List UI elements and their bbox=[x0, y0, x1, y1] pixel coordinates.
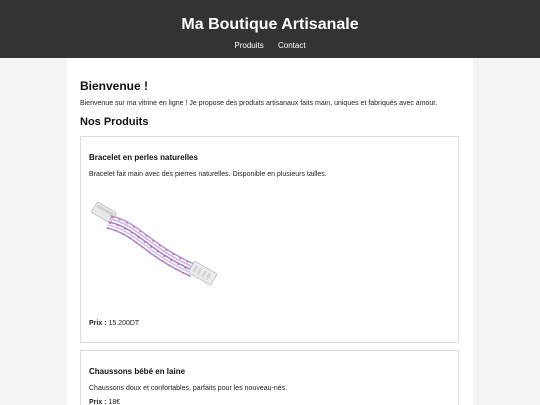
price-value: 18€ bbox=[108, 399, 121, 405]
site-title: Ma Boutique Artisanale bbox=[181, 16, 359, 33]
price-label: Prix : bbox=[89, 399, 107, 405]
product-description: Bracelet fait main avec des pierres naturelles. Disponible en plusieurs tailles. bbox=[89, 171, 327, 178]
site-header bbox=[0, 0, 540, 58]
nav-link-produits[interactable]: Produits bbox=[234, 41, 264, 50]
product-description: Chaussons doux et confortables, parfaits pour les nouveau-nés. bbox=[89, 385, 288, 392]
product-card bbox=[80, 350, 459, 405]
product-name: Bracelet en perles naturelles bbox=[89, 153, 198, 162]
price-value: 15.200DT bbox=[108, 320, 140, 327]
welcome-text: Bienvenue sur ma vitrine en ligne ! Je propose des produits artisanaux faits main, uniques et fabriqués avec amour. bbox=[80, 100, 438, 107]
products-title: Nos Produits bbox=[80, 116, 149, 128]
product-card bbox=[80, 136, 459, 343]
product-name: Chaussons bébé en laine bbox=[89, 367, 186, 376]
main-content bbox=[67, 58, 473, 405]
main-nav bbox=[0, 41, 540, 51]
product-price bbox=[89, 319, 139, 328]
product-price bbox=[89, 398, 120, 405]
nav-link-contact[interactable]: Contact bbox=[278, 41, 306, 50]
price-label: Prix : bbox=[89, 320, 107, 327]
welcome-title: Bienvenue ! bbox=[80, 79, 149, 93]
product-image bbox=[89, 194, 219, 294]
